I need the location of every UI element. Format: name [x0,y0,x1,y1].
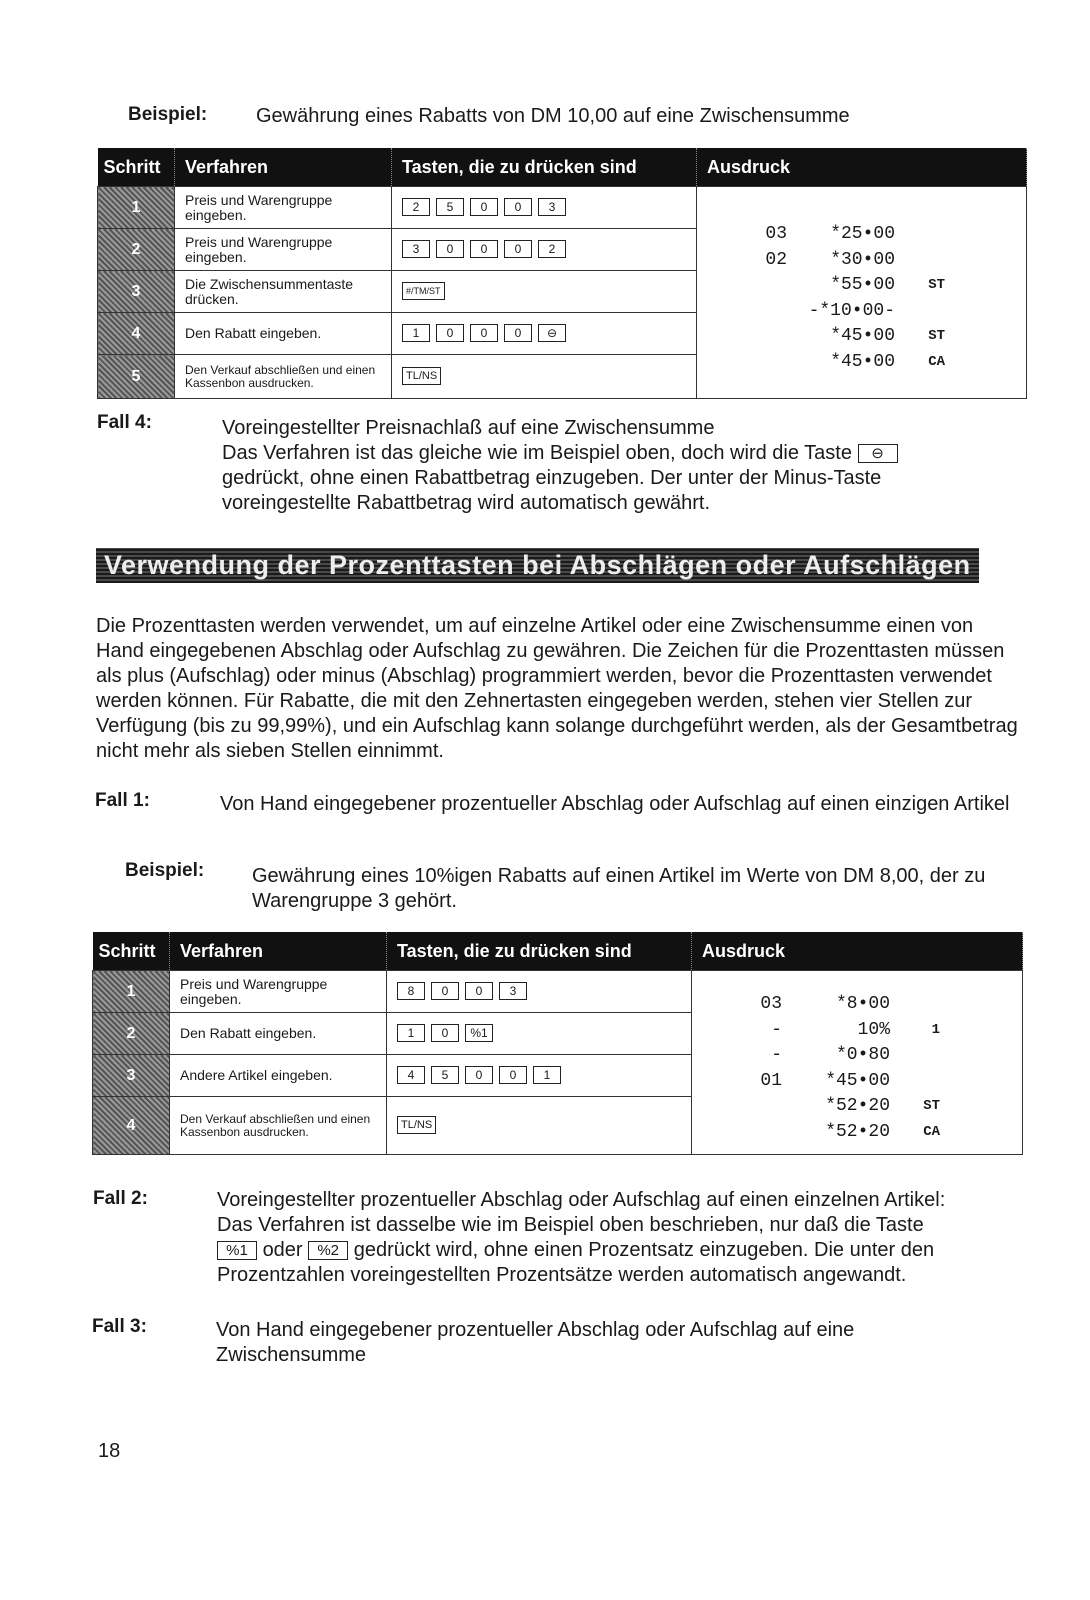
header-step: Schritt [98,148,175,187]
step-procedure: Den Rabatt eingeben. [170,1013,387,1055]
case-text: Das Verfahren ist das gleiche wie im Beispiel oben, doch wird die Taste [222,442,852,464]
step-procedure: Die Zwischensummentaste drücken. [175,271,392,313]
step-number: 3 [98,271,175,313]
printout-line: *55•00 ST [830,275,945,295]
case-text: oder [262,1239,303,1261]
step-keys [392,229,697,271]
step-keys [392,313,697,355]
key: 2 [538,240,566,258]
printout-line: 03 *8•00 [760,994,890,1014]
printout [697,187,1027,399]
case-text: gedrückt, ohne einen Rabattbetrag einzugeben. Der unter der Minus-Taste voreingestellte Rabattbetrag wird automatisch gewährt. [222,467,882,514]
printout-line: - *0•80 [771,1045,890,1065]
key: 1 [533,1066,561,1084]
step-keys [387,971,692,1013]
step-procedure: Den Verkauf abschließen und einen Kassenbon ausdrucken. [170,1097,387,1155]
step-number: 5 [98,355,175,399]
step-number: 4 [98,313,175,355]
key: 0 [431,1024,459,1042]
step-keys [392,355,697,399]
step-keys [392,187,697,229]
step-number: 1 [93,971,170,1013]
case-text: Von Hand eingegebener prozentueller Abschlag oder Aufschlag auf eine Zwischensumme [216,1319,855,1366]
step-procedure: Preis und Warengruppe eingeben. [175,229,392,271]
key: TL/NS [402,367,441,385]
key: 0 [499,1066,527,1084]
key: 5 [431,1066,459,1084]
key: 1 [397,1024,425,1042]
header-printout: Ausdruck [697,148,1027,187]
key: #/TM/ST [402,282,445,300]
printout [692,971,1023,1155]
printout-line: - 10% 1 [771,1019,940,1040]
steps-table-1 [97,148,1027,399]
minus-key: ⊖ [858,444,898,463]
key: %1 [465,1024,493,1042]
header-keys: Tasten, die zu drücken sind [387,932,692,971]
intro-paragraph: Die Prozenttasten werden verwendet, um auf einzelne Artikel oder eine Zwischensumme einen von Hand eingegebenen Abschlag oder Aufschlag zu gewähren. Die Zeichen für die Prozenttasten müssen als plus (Aufschlag) oder minus (Abschlag) programmiert werden, bevor die Prozenttasten verwendet werden können. Für Rabatte, die mit den Zehnertasten eingegeben werden, stehen vier Stellen zur Verfügung (bis zu 99,99%), und ein Aufschlag kann solange durchgeführt werden, als der Gesamtbetrag nicht mehr als sieben Stellen einnimmt. [96,615,1018,762]
case-text: Von Hand eingegebener prozentueller Abschlag oder Aufschlag auf einen einzigen Artikel [220,793,1010,815]
key: 4 [397,1066,425,1084]
key: TL/NS [397,1116,436,1134]
step-keys [387,1013,692,1055]
printout-line: 01 *45•00 [760,1070,890,1091]
section-heading: Verwendung der Prozenttasten bei Abschlägen oder Aufschlägen [96,548,979,583]
case-body [217,1188,1037,1288]
key: 0 [470,198,498,216]
key: 0 [504,324,532,342]
header-printout: Ausdruck [692,932,1023,971]
printout-line: *52•20 CA [825,1121,940,1142]
key: 0 [465,982,493,1000]
step-number: 2 [98,229,175,271]
header-step: Schritt [93,932,170,971]
key: 3 [402,240,430,258]
case-title: Voreingestellter Preisnachlaß auf eine Zwischensumme [222,417,715,439]
key: 2 [402,198,430,216]
step-keys [392,271,697,313]
case-label: Fall 1: [95,790,150,811]
key: 0 [436,240,464,258]
key: 5 [436,198,464,216]
step-procedure: Andere Artikel eingeben. [170,1055,387,1097]
key: 1 [402,324,430,342]
step-procedure: Preis und Warengruppe eingeben. [175,187,392,229]
percent1-key: %1 [217,1241,257,1260]
header-procedure: Verfahren [170,932,387,971]
printout-line: 02 *30•00 [765,249,895,270]
case-label: Fall 4: [97,412,152,433]
key: 8 [397,982,425,1000]
step-number: 2 [93,1013,170,1055]
case-body [222,416,982,516]
example-label: Beispiel: [125,860,205,881]
case-text: gedrückt wird, ohne einen Prozentsatz einzugeben. Die unter den [353,1239,935,1261]
percent2-key: %2 [308,1241,348,1260]
printout-line: *45•00 CA [830,351,945,372]
case-text: Prozentzahlen voreingestellten Prozentsätze werden automatisch angewandt. [217,1264,907,1286]
printout-line: 03 *25•00 [765,224,895,244]
case-text: Das Verfahren ist dasselbe wie im Beispiel oben beschrieben, nur daß die Taste [217,1214,924,1236]
example-label: Beispiel: [128,104,208,125]
header-procedure: Verfahren [175,148,392,187]
page-number: 18 [98,1440,121,1462]
printout-line: -*10•00- [808,300,895,321]
step-procedure: Preis und Warengruppe eingeben. [170,971,387,1013]
key: 0 [504,198,532,216]
step-procedure: Den Rabatt eingeben. [175,313,392,355]
key: 3 [538,198,566,216]
step-keys [387,1097,692,1155]
key: 0 [436,324,464,342]
key: 0 [431,982,459,1000]
printout-line: *45•00 ST [830,326,945,346]
case-text: Voreingestellter prozentueller Abschlag oder Aufschlag auf einen einzelnen Artikel: [217,1189,946,1211]
steps-table-2 [92,932,1023,1155]
key: 0 [504,240,532,258]
example-text: Gewährung eines Rabatts von DM 10,00 auf eine Zwischensumme [256,105,850,127]
key: 3 [499,982,527,1000]
step-procedure: Den Verkauf abschließen und einen Kassenbon ausdrucken. [175,355,392,399]
key: ⊖ [538,324,566,342]
example-text: Gewährung eines 10%igen Rabatts auf einen Artikel im Werte von DM 8,00, der zu Warengruppe 3 gehört. [252,865,986,912]
case-label: Fall 2: [93,1188,148,1209]
header-keys: Tasten, die zu drücken sind [392,148,697,187]
step-keys [387,1055,692,1097]
key: 0 [470,324,498,342]
step-number: 3 [93,1055,170,1097]
case-label: Fall 3: [92,1316,147,1337]
step-number: 1 [98,187,175,229]
step-number: 4 [93,1097,170,1155]
printout-line: *52•20 ST [825,1096,940,1116]
key: 0 [465,1066,493,1084]
key: 0 [470,240,498,258]
